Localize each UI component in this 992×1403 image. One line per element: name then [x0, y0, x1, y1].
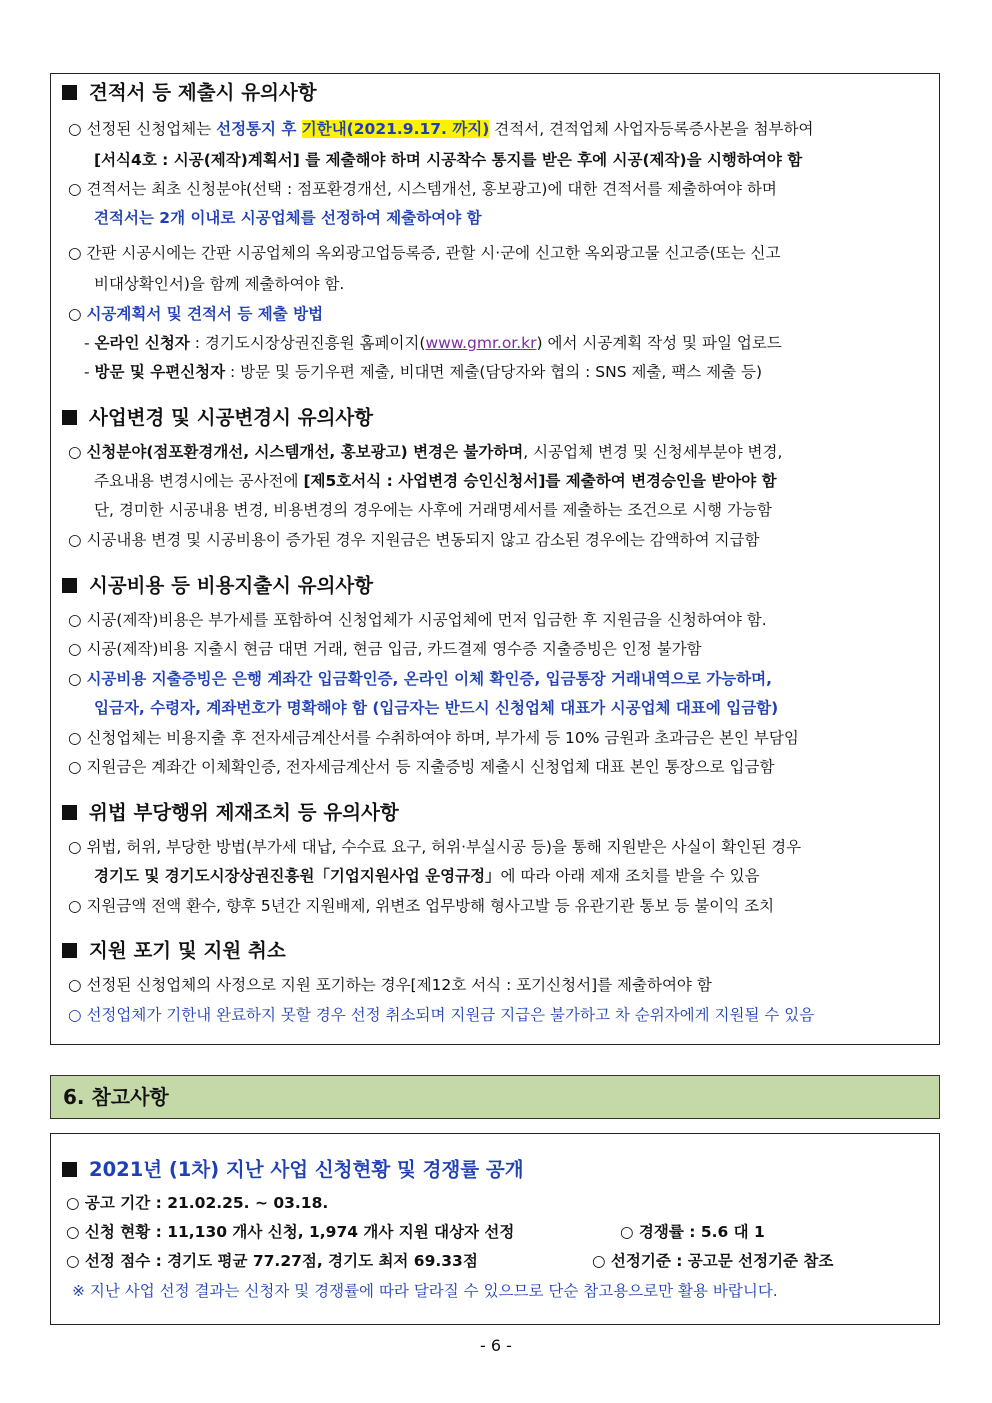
- list-item: 견적서는 2개 이내로 시공업체를 선정하여 제출하여야 함: [94, 209, 482, 227]
- list-item: ○ 시공(제작)비용은 부가세를 포함하여 신청업체가 시공업체에 먼저 입금한 후 지원금을 신청하여야 함.: [68, 611, 767, 629]
- list-item: 단, 경미한 시공내용 변경, 비용변경의 경우에는 사후에 거래명세서를 제출하는 조건으로 시행 가능함: [94, 501, 772, 519]
- section-heading-change: 사업변경 및 시공변경시 유의사항: [62, 405, 373, 431]
- list-item: ○ 간판 시공시에는 간판 시공업체의 옥외광고업등록증, 관할 시·군에 신고한 옥외광고물 신고증(또는 신고: [68, 244, 781, 262]
- section-heading-sanction: 위법 부당행위 제재조치 등 유의사항: [62, 800, 399, 826]
- list-item: ○ 시공내용 변경 및 시공비용이 증가된 경우 지원금은 변동되지 않고 감소된 경우에는 감액하여 지급함: [68, 531, 760, 549]
- square-bullet-icon: [62, 805, 77, 820]
- list-item: 경기도 및 경기도시장상권진흥원「기업지원사업 운영규정」에 따라 아래 제재 조치를 받을 수 있음: [94, 867, 760, 885]
- selection-criteria: ○ 선정기준 : 공고문 선정기준 참조: [592, 1252, 834, 1270]
- page-number: - 6 -: [480, 1336, 512, 1355]
- announcement-period: ○ 공고 기간 : 21.02.25. ~ 03.18.: [66, 1194, 329, 1212]
- application-status: ○ 신청 현황 : 11,130 개사 신청, 1,974 개사 지원 대상자 선정: [66, 1223, 515, 1241]
- list-item: ○ 선정된 신청업체는 선정통지 후 기한내(2021.9.17. 까지) 견적서, 견적업체 사업자등록증사본을 첨부하여: [68, 120, 814, 138]
- list-item: - 방문 및 우편신청자 : 방문 및 등기우편 제출, 비대면 제출(담당자와 협의 : SNS 제출, 팩스 제출 등): [84, 363, 763, 381]
- list-item: ○ 신청업체는 비용지출 후 전자세금계산서를 수취하여야 하며, 부가세 등 10% 금원과 초과금은 본인 부담임: [68, 729, 799, 747]
- list-item: ○ 선정된 신청업체의 사정으로 지원 포기하는 경우[제12호 서식 : 포기신청서]를 제출하여야 함: [68, 976, 712, 994]
- list-item: 주요내용 변경시에는 공사전에 [제5호서식 : 사업변경 승인신청서]를 제출하여 변경승인을 받아야 함: [94, 472, 777, 490]
- list-item: 비대상확인서)을 함께 제출하여야 함.: [94, 275, 345, 293]
- reference-box-title: 2021년 (1차) 지난 사업 신청현황 및 경쟁률 공개: [62, 1157, 524, 1183]
- reference-note: ※ 지난 사업 선정 결과는 신청자 및 경쟁률에 따라 달라질 수 있으므로 단순 참고용으로만 활용 바랍니다.: [72, 1282, 778, 1300]
- list-item: 입금자, 수령자, 계좌번호가 명확해야 함 (입금자는 반드시 신청업체 대표가 시공업체 대표에 입금함): [94, 699, 779, 717]
- square-bullet-icon: [62, 410, 77, 425]
- list-item: [서식4호 : 시공(제작)계획서] 를 제출해야 하며 시공착수 통지를 받은 후에 시공(제작)을 시행하여야 함: [94, 151, 803, 169]
- list-item: ○ 선정업체가 기한내 완료하지 못할 경우 선정 취소되며 지원금 지급은 불가하고 차 순위자에게 지원될 수 있음: [68, 1006, 815, 1024]
- list-item: ○ 견적서는 최초 신청분야(선택 : 점포환경개선, 시스템개선, 홍보광고)에 대한 견적서를 제출하여야 하며: [68, 180, 777, 198]
- section-heading-quote: 견적서 등 제출시 유의사항: [62, 80, 317, 106]
- section-heading-cancel: 지원 포기 및 지원 취소: [62, 938, 286, 964]
- square-bullet-icon: [62, 85, 77, 100]
- list-item: ○ 지원금은 계좌간 이체확인증, 전자세금계산서 등 지출증빙 제출시 신청업체 대표 본인 통장으로 입금함: [68, 758, 775, 776]
- list-item: ○ 위법, 허위, 부당한 방법(부가세 대납, 수수료 요구, 허위·부실시공 등)을 통해 지원받은 사실이 확인된 경우: [68, 838, 802, 856]
- competition-ratio: ○ 경쟁률 : 5.6 대 1: [620, 1223, 765, 1241]
- list-item: ○ 시공(제작)비용 지출시 현금 대면 거래, 현금 입금, 카드결제 영수증 지출증빙은 인정 불가함: [68, 640, 702, 658]
- section-6-heading: 6. 참고사항: [50, 1075, 940, 1119]
- list-item: ○ 지원금액 전액 환수, 향후 5년간 지원배제, 위변조 업무방해 형사고발 등 유관기관 통보 등 불이익 조치: [68, 897, 775, 915]
- square-bullet-icon: [62, 578, 77, 593]
- selection-score: ○ 선정 점수 : 경기도 평균 77.27점, 경기도 최저 69.33점: [66, 1252, 478, 1270]
- section-heading-expense: 시공비용 등 비용지출시 유의사항: [62, 573, 373, 599]
- square-bullet-icon: [62, 943, 77, 958]
- list-item: ○ 시공계획서 및 견적서 등 제출 방법: [68, 305, 324, 323]
- homepage-link[interactable]: www.gmr.or.kr: [425, 334, 537, 352]
- list-item: ○ 시공비용 지출증빙은 은행 계좌간 입금확인증, 온라인 이체 확인증, 입금통장 거래내역으로 가능하며,: [68, 670, 772, 688]
- list-item: - 온라인 신청자 : 경기도시장상권진흥원 홈페이지(www.gmr.or.kr) 에서 시공계획 작성 및 파일 업로드: [84, 334, 782, 352]
- square-bullet-icon: [62, 1162, 77, 1177]
- list-item: ○ 신청분야(점포환경개선, 시스템개선, 홍보광고) 변경은 불가하며, 시공업체 변경 및 신청세부분야 변경,: [68, 443, 783, 461]
